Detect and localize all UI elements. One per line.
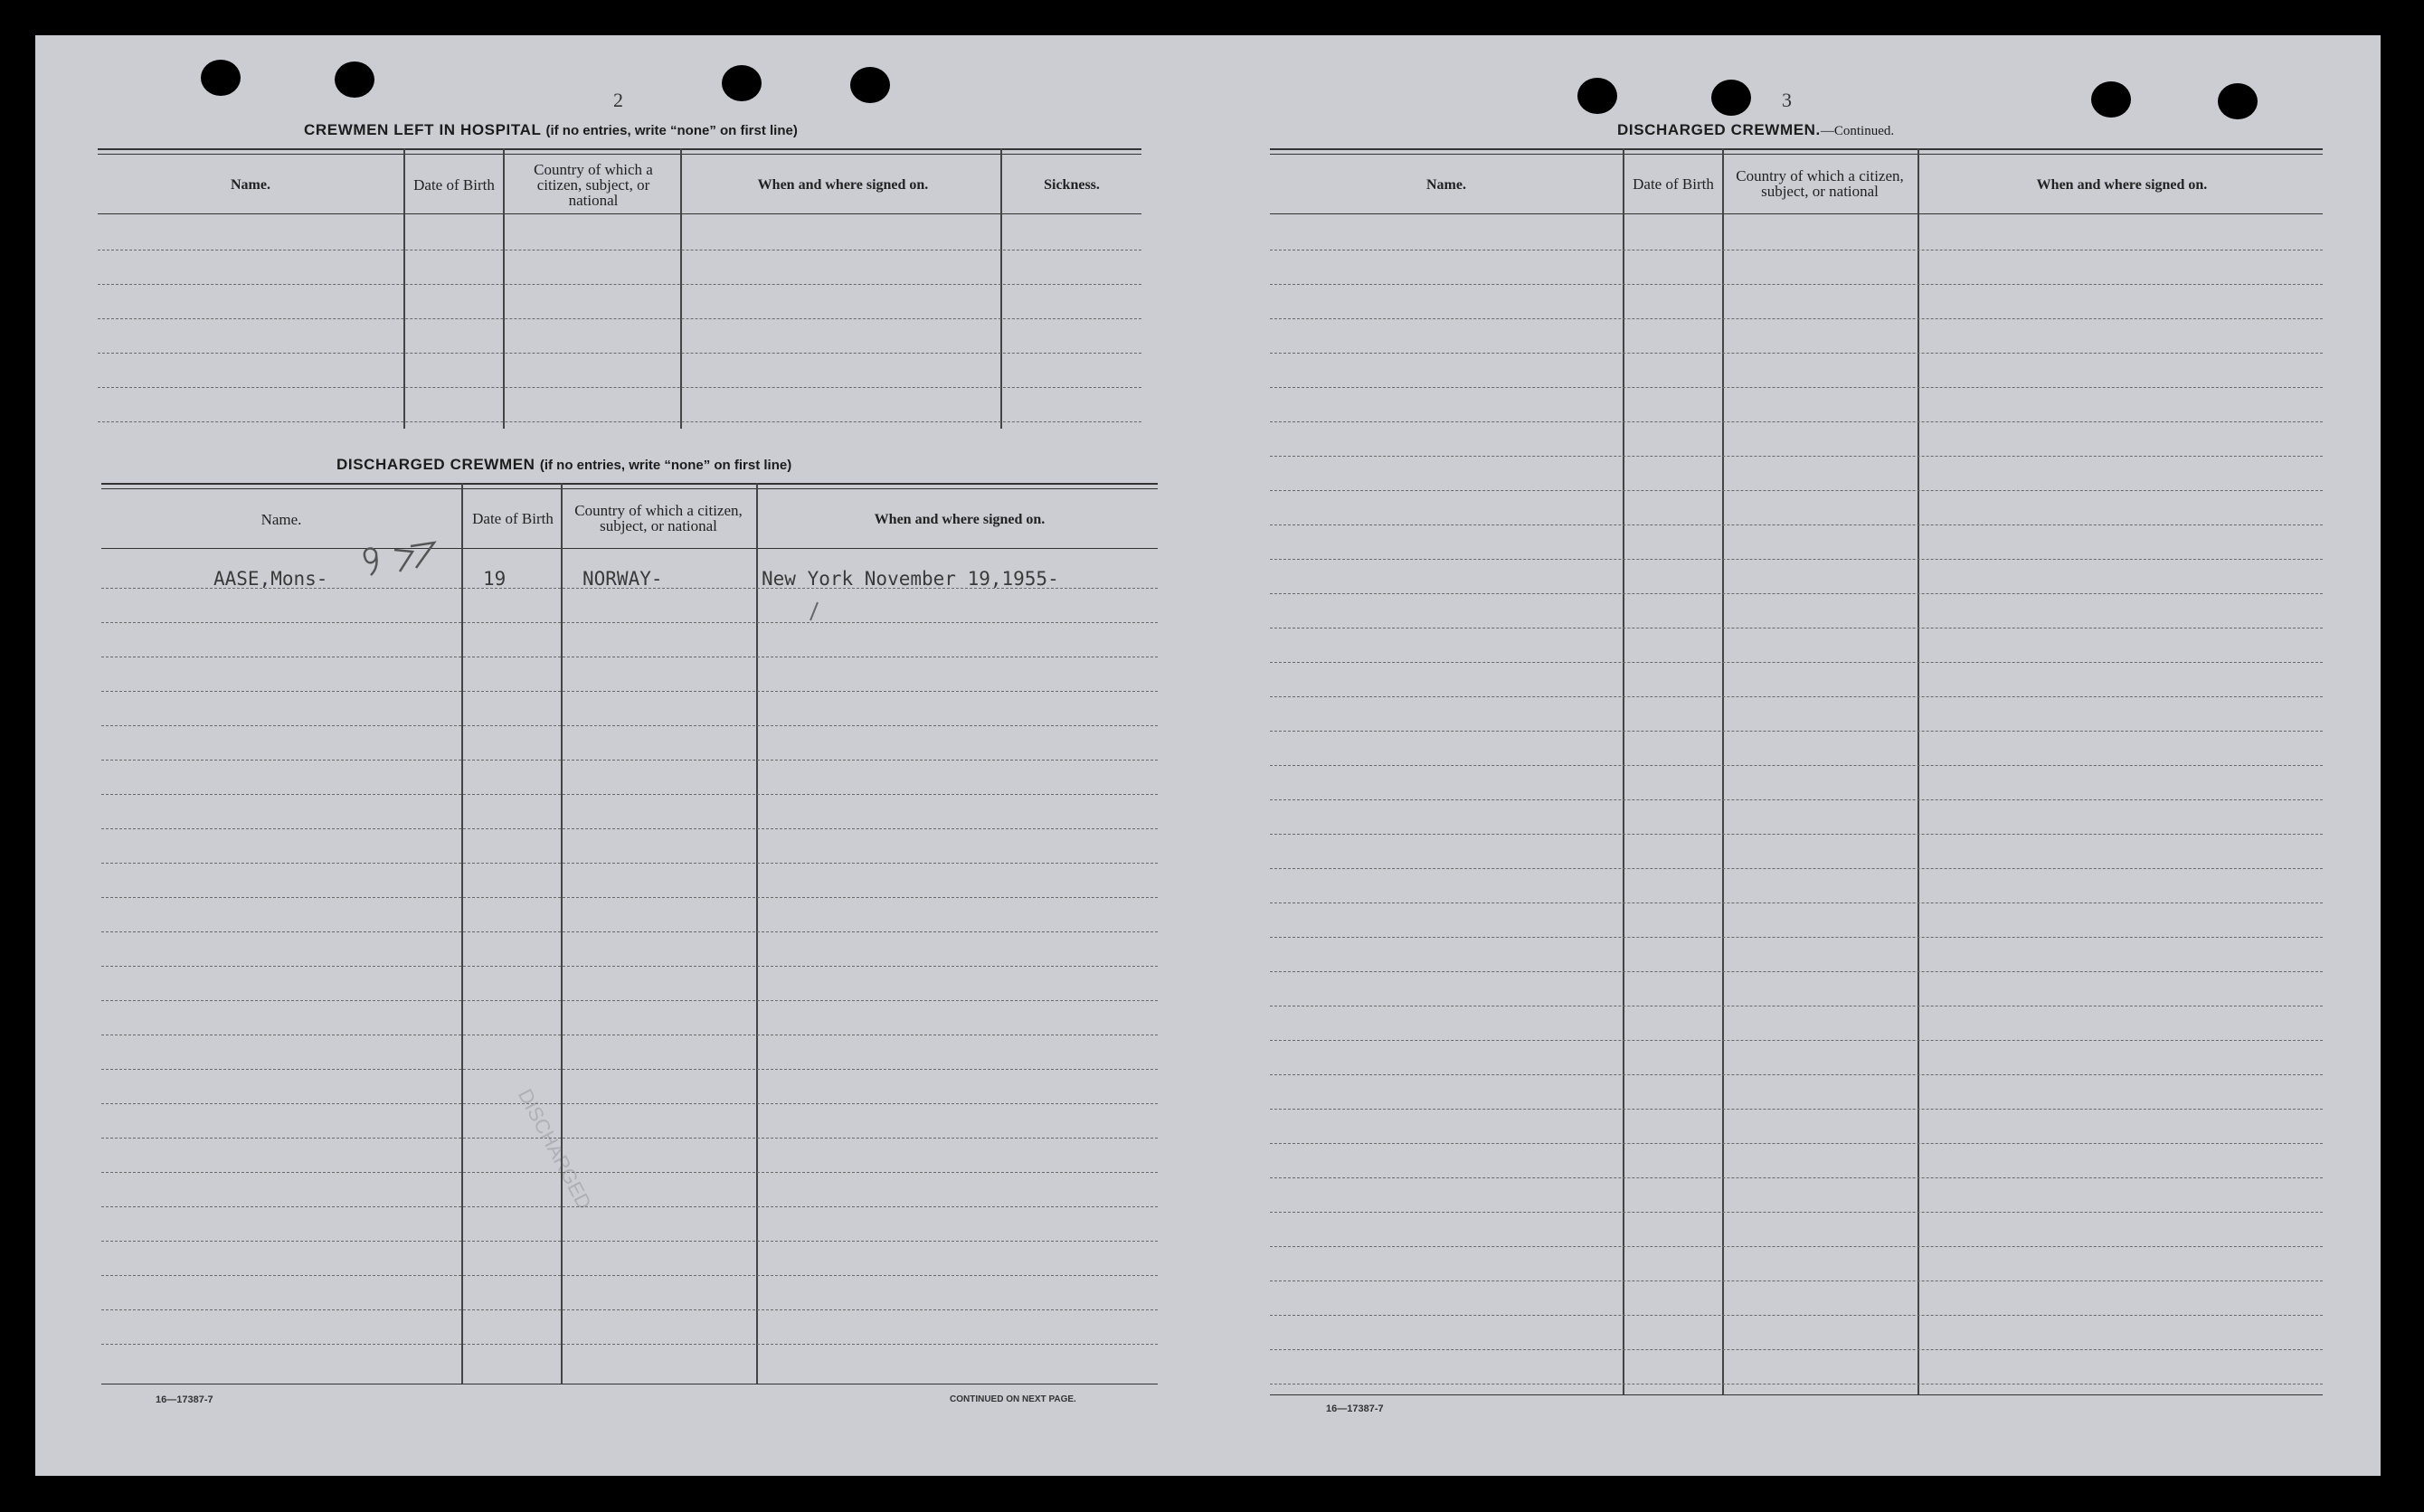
entry-line: [1270, 868, 2323, 869]
discharged-continued-title: [1617, 121, 1894, 139]
entry-line: [1270, 387, 2323, 388]
entry-line: [1270, 318, 2323, 319]
entry-line: [101, 1206, 1158, 1207]
entry-line: [1270, 937, 2323, 938]
continued-title-note: —Continued.: [1820, 124, 1895, 138]
discharged-title-note: (if no entries, write “none” on first line): [539, 458, 792, 473]
entry-line: [1270, 421, 2323, 422]
form-number: 16—17387-7: [1326, 1403, 1384, 1414]
page-number: 3: [1782, 89, 1792, 111]
entry-line: [101, 828, 1158, 829]
entry-line: [1270, 456, 2323, 457]
header-signed-on: When and where signed on.: [757, 176, 929, 193]
entry-line: [1270, 971, 2323, 972]
entry-line: [1270, 799, 2323, 800]
entry-line: [1270, 1109, 2323, 1110]
handwritten-mark: [358, 541, 445, 577]
entry-line: [1270, 559, 2323, 560]
punch-hole: [722, 65, 762, 101]
entry-line: [1270, 1040, 2323, 1041]
header-signed-on: When and where signed on.: [2036, 176, 2208, 193]
punch-hole: [335, 61, 374, 98]
pen-tick-mark: [805, 600, 823, 622]
entry-line: [1270, 1315, 2323, 1316]
entry-line: [101, 1344, 1158, 1345]
continued-note: CONTINUED ON NEXT PAGE.: [950, 1394, 1076, 1404]
entry-line: [1270, 284, 2323, 285]
entry-line: [101, 1172, 1158, 1173]
discharged-table: [101, 483, 1158, 1385]
entry-line: [1270, 490, 2323, 491]
entry-line: [101, 1275, 1158, 1276]
entry-line: [1270, 1349, 2323, 1350]
entry-line: [101, 966, 1158, 967]
punch-hole: [2218, 83, 2258, 119]
column-divider: [1623, 148, 1624, 1394]
entry-line: [98, 353, 1141, 354]
header-name: Name.: [260, 510, 302, 528]
discharged-continued-table: [1270, 148, 2323, 1396]
entry-line: [1270, 1280, 2323, 1281]
punch-hole: [1711, 80, 1751, 116]
table-bottom-rule: [1270, 1394, 2323, 1395]
hospital-title-main: CREWMEN LEFT IN HOSPITAL: [304, 121, 542, 138]
entry-line: [1270, 1212, 2323, 1213]
table-header-rule: [101, 548, 1158, 549]
entry-line: [101, 1138, 1158, 1139]
header-name: Name.: [1426, 176, 1466, 193]
entry-line: [98, 284, 1141, 285]
header-signed-on: When and where signed on.: [874, 511, 1046, 527]
entry-signed-on: New York November 19,1955-: [762, 568, 1059, 590]
table-top-rule: [1270, 148, 2323, 155]
header-country: Country of which a citizen, subject, or national: [574, 502, 743, 534]
hospital-title-note: (if no entries, write “none” on first line): [545, 123, 798, 138]
header-date-of-birth: Date of Birth: [472, 509, 554, 527]
entry-line: [1270, 765, 2323, 766]
column-divider: [1722, 148, 1724, 1394]
punch-hole: [850, 67, 890, 103]
entry-line: [1270, 696, 2323, 697]
entry-line: [101, 1309, 1158, 1310]
table-top-rule: [101, 483, 1158, 489]
entry-line: [98, 421, 1141, 422]
discharged-title-main: DISCHARGED CREWMEN: [336, 456, 535, 473]
punch-hole: [201, 60, 241, 96]
entry-line: [101, 725, 1158, 726]
entry-line: [101, 760, 1158, 761]
table-header-rule: [98, 213, 1141, 214]
header-date-of-birth: Date of Birth: [1633, 175, 1714, 193]
entry-name: AASE,Mons-: [213, 568, 328, 590]
entry-line: [101, 794, 1158, 795]
header-date-of-birth: Date of Birth: [413, 175, 495, 194]
table-header-rule: [1270, 213, 2323, 214]
entry-date-of-birth: 19: [483, 568, 507, 590]
column-divider: [561, 483, 563, 1384]
entry-line: [98, 318, 1141, 319]
header-country: Country of which a citizen, subject, or national: [1736, 167, 1904, 200]
entry-line: [1270, 834, 2323, 835]
entry-line: [101, 1069, 1158, 1070]
punch-hole: [2091, 81, 2131, 118]
faded-stamp-mark: DISCHARGED: [513, 1085, 596, 1214]
header-country: Country of which a citizen, subject, or national: [534, 160, 653, 209]
entry-country: NORWAY-: [582, 568, 663, 590]
entry-line: [101, 863, 1158, 864]
entry-line: [101, 1241, 1158, 1242]
hospital-table: [98, 148, 1141, 429]
entry-line: [1270, 1177, 2323, 1178]
entry-line: [101, 897, 1158, 898]
entry-line: [101, 1000, 1158, 1001]
continued-title-main: DISCHARGED CREWMEN.: [1617, 121, 1821, 138]
page-number: 2: [613, 89, 623, 111]
entry-line: [1270, 593, 2323, 594]
entry-line: [1270, 662, 2323, 663]
table-top-rule: [98, 148, 1141, 155]
column-divider: [756, 483, 758, 1384]
form-number: 16—17387-7: [156, 1394, 213, 1405]
hospital-section-title: [304, 121, 798, 139]
entry-line: [101, 691, 1158, 692]
entry-line: [1270, 1074, 2323, 1075]
entry-line: [1270, 1143, 2323, 1144]
header-name: Name.: [231, 176, 270, 193]
entry-line: [1270, 1246, 2323, 1247]
entry-line: [1270, 524, 2323, 525]
entry-line: [101, 931, 1158, 932]
entry-line: [101, 1103, 1158, 1104]
discharged-section-title: [336, 456, 791, 474]
entry-line: [1270, 902, 2323, 903]
header-sickness: Sickness.: [1044, 176, 1100, 193]
column-divider: [1917, 148, 1919, 1394]
column-divider: [461, 483, 463, 1384]
entry-line: [1270, 731, 2323, 732]
entry-line: [98, 387, 1141, 388]
entry-line: [1270, 353, 2323, 354]
entry-line: [101, 622, 1158, 623]
punch-hole: [1577, 78, 1617, 114]
